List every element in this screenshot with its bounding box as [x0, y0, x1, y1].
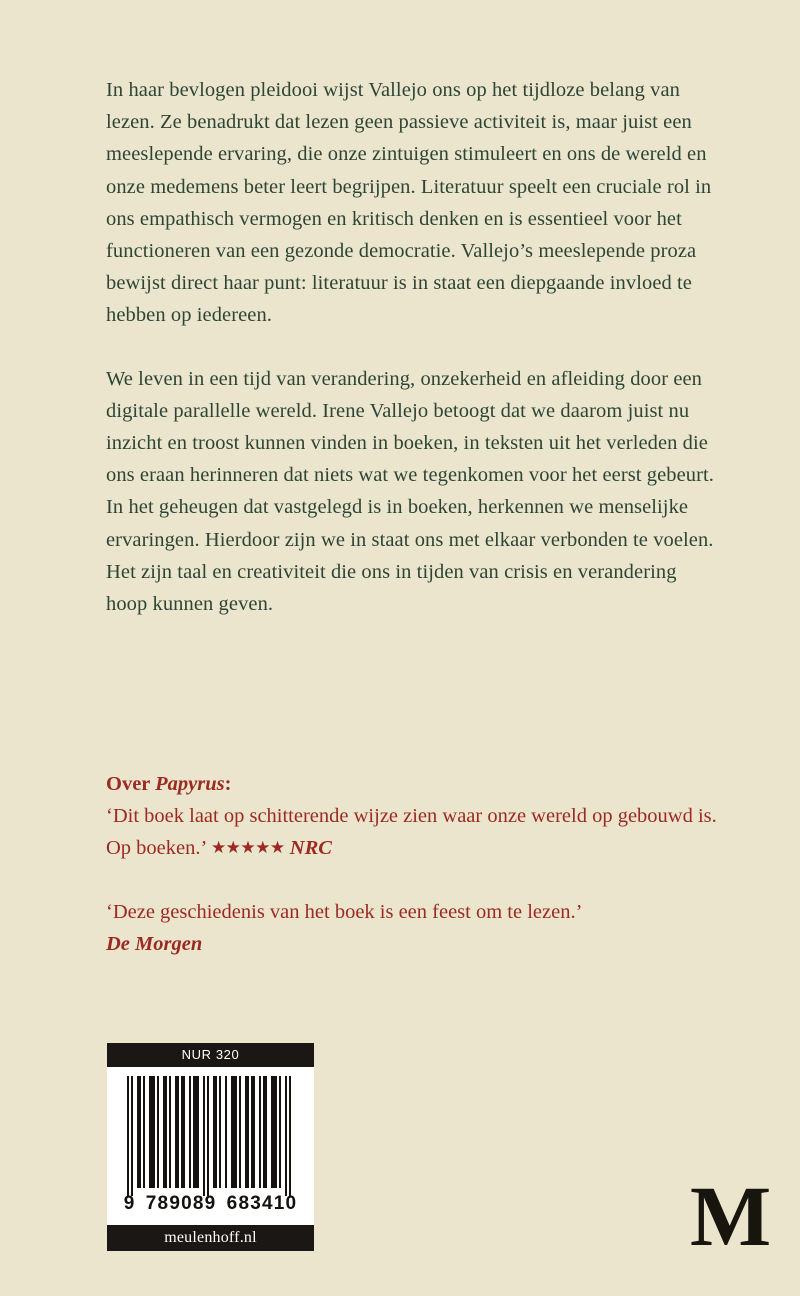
isbn-group-2: 683410 — [226, 1193, 298, 1214]
press-heading-book-title: Papyrus — [155, 773, 225, 795]
press-quote-1-text: ‘Dit boek laat op schitterende wijze zien waar onze wereld op gebouwd is. Op boeken.’ — [106, 805, 717, 860]
press-quote-2: ‘Deze geschiedenis van het boek is een feest om te lezen.’ — [106, 900, 583, 923]
blurb-text-block — [106, 74, 714, 620]
nur-code-label: NUR 320 — [107, 1043, 314, 1067]
barcode-body — [107, 1067, 314, 1225]
press-heading-prefix: Over — [106, 773, 156, 795]
press-quote-divider — [106, 865, 726, 896]
isbn-group-1: 789089 — [145, 1193, 217, 1214]
publisher-website: meulenhoff.nl — [107, 1225, 314, 1251]
blurb-paragraph-1: In haar bevlogen pleidooi wijst Vallejo ons op het tijdloze belang van lezen. Ze benadrukt dat lezen geen passieve activiteit is, maar juist een meeslepende ervaring, die onze zintuigen stimuleert en ons de wereld en onze medemens beter leert begrijpen. Literatuur speelt een cruciale rol in ons empathisch vermogen en kritisch denken en is essentieel voor het functioneren van een gezonde democratie. Vallejo’s meeslepende proza bewijst direct haar punt: literatuur is in staat een diepgaande invloed te hebben op iedereen. — [106, 79, 712, 327]
press-quote-1 — [106, 800, 726, 864]
press-quotes-block — [106, 768, 726, 960]
isbn-lead-digit: 9 — [123, 1193, 136, 1214]
rating-stars-icon: ★★★★★ — [210, 838, 285, 858]
press-heading-suffix: : — [224, 773, 232, 795]
press-heading — [106, 768, 726, 800]
isbn-digits — [107, 1193, 314, 1215]
press-quote-1-source: NRC — [284, 837, 332, 860]
barcode-block — [107, 1043, 314, 1251]
barcode-bars-icon — [127, 1076, 295, 1196]
publisher-logo-m: M — [690, 1168, 771, 1264]
blurb-paragraph-2: We leven in een tijd van verandering, onzekerheid en afleiding door een digitale parallelle wereld. Irene Vallejo betoogt dat we daarom juist nu inzicht en troost kunnen vinden in boeken, in teksten uit het verleden die ons eraan herinneren dat niets wat we tegenkomen voor het eerst gebeurt. In het geheugen dat vastgelegd is in boeken, herkennen we menselijke ervaringen. Hierdoor zijn we in staat ons met elkaar verbonden te voelen. Het zijn taal en creativiteit die ons in tijden van crisis en verandering hoop kunnen geven. — [106, 367, 714, 616]
press-quote-2-source: De Morgen — [106, 932, 203, 955]
